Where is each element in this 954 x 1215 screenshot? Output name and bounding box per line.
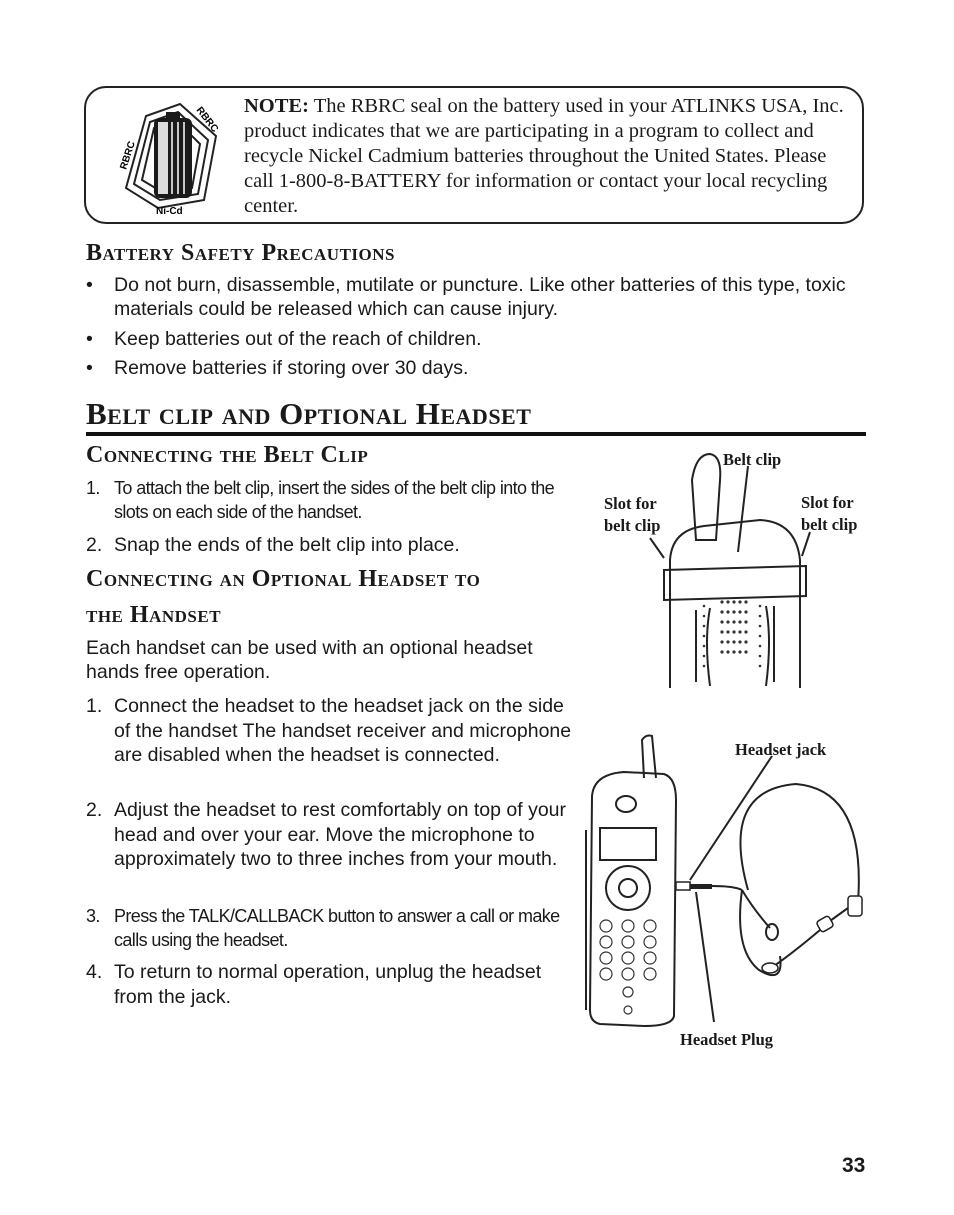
headset-step-3: 3. Press the TALK/CALLBACK button to answer a call or make calls using the headset. <box>86 906 560 950</box>
note-label: NOTE: <box>244 95 309 117</box>
seal-text-bottom: Ni-Cd <box>156 206 183 216</box>
list-item: • Remove batteries if storing over 30 days. <box>86 357 469 379</box>
seal-text-right: RBRC <box>193 105 221 135</box>
section-divider <box>86 432 866 436</box>
headset-step-2: 2. Adjust the headset to rest comfortably on top of your head and over your ear. Move the microphone to approximately two to three inches from your mouth. <box>86 799 567 870</box>
headset-intro: Each handset can be used with an optional headset hands free operation. <box>86 637 533 683</box>
headset-illustration <box>584 730 874 1030</box>
battery-safety-heading: Battery Safety Precautions <box>86 240 395 266</box>
list-item: • Do not burn, disassemble, mutilate or puncture. Like other batteries of this type, toxic materials could be released which can cause injury. <box>86 274 846 320</box>
slot-right-label-2: belt clip <box>801 515 858 534</box>
headset-step-4: 4. To return to normal operation, unplug the headset from the jack. <box>86 961 542 1008</box>
slot-left-label-2: belt clip <box>604 516 661 535</box>
belt-clip-label: Belt clip <box>723 450 782 469</box>
slot-left-label-1: Slot for <box>604 494 657 513</box>
belt-section-heading: Belt clip and Optional Headset <box>86 396 532 431</box>
seal-text-left: RBRC <box>118 140 138 171</box>
note-box <box>84 86 864 224</box>
page-number: 33 <box>842 1154 866 1177</box>
connecting-belt-heading: Connecting the Belt Clip <box>86 442 369 468</box>
headset-jack-label: Headset jack <box>735 740 827 759</box>
belt-clip-illustration <box>600 440 870 690</box>
slot-right-label-1: Slot for <box>801 493 854 512</box>
rbrc-seal-icon <box>108 96 228 216</box>
headset-plug-label: Headset Plug <box>680 1030 774 1049</box>
headset-step-1: 1. Connect the headset to the headset jack on the side of the handset The handset receiver and microphone are disabled when the headset is connected. <box>86 695 572 766</box>
note-text <box>244 94 856 219</box>
belt-step-1: 1. To attach the belt clip, insert the sides of the belt clip into the slots on each side of the handset. <box>86 478 555 522</box>
connecting-headset-heading-1: Connecting an Optional Headset to <box>86 566 481 592</box>
list-item: • Keep batteries out of the reach of children. <box>86 328 482 350</box>
note-body: The RBRC seal on the battery used in your ATLINKS USA, Inc. product indicates that we are participating in a program to collect and recycle Nickel Cadmium batteries throughout the United States. Please call 1-800-8-BATTERY for information or contact your local recycling center. <box>244 95 844 217</box>
connecting-headset-heading-2: the Handset <box>86 602 222 628</box>
belt-step-2: 2. Snap the ends of the belt clip into place. <box>86 534 460 556</box>
